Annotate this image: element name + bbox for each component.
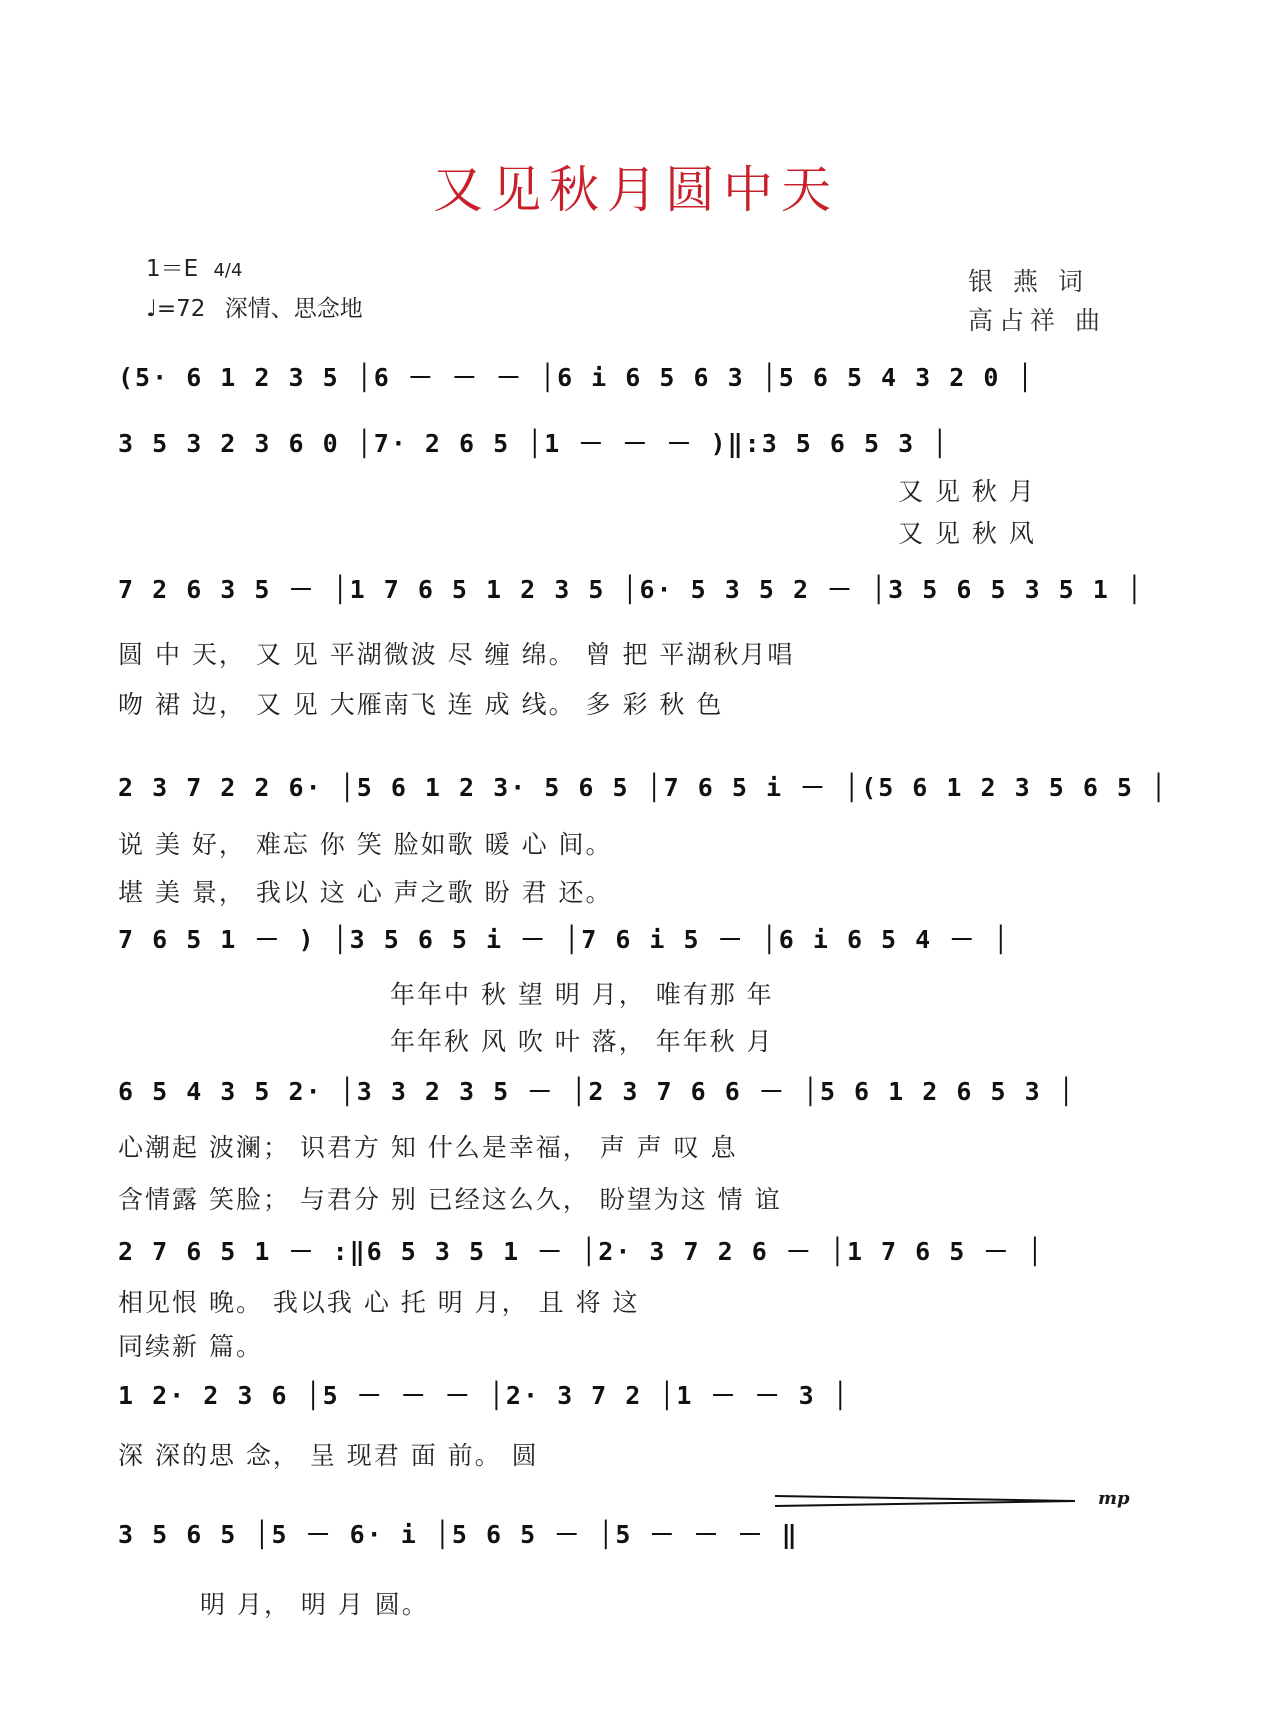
lyric-row: 说 美 好， 难忘 你 笑 脸如歌 暖 心 间。	[118, 830, 613, 859]
notation-row: 2 3 7 2 2 6· │5 6 1 2 3· 5 6 5 │7 6 5 i － │(5 6 1 2 3 5 6 5 │	[118, 773, 1169, 802]
notation-row: 2 7 6 5 1 － :‖6 5 3 5 1 － │2· 3 7 2 6 － │1 7 6 5 － │	[118, 1237, 1045, 1266]
notation-row: 1 2· 2 3 6 │5 － － － │2· 3 7 2 │1 － － 3 │	[118, 1381, 850, 1410]
lyric-row: 又 见 秋 风	[898, 519, 1036, 548]
notation-row: (5· 6 1 2 3 5 │6 － － － │6 i 6 5 6 3 │5 6 5 4 3 2 0 │	[118, 363, 1035, 392]
notation-row: 7 6 5 1 － ) │3 5 6 5 i － │7 6 i 5 － │6 i 6 5 4 － │	[118, 925, 1011, 954]
lyricist-credit: 银 燕 词	[968, 267, 1089, 296]
crescendo-hairpin	[775, 1493, 1085, 1509]
tempo-mark: ♩=72	[146, 296, 206, 322]
lyric-row: 含情露 笑脸； 与君分 别 已经这么久， 盼望为这 情 谊	[118, 1185, 782, 1214]
lyric-row: 明 月， 明 月 圆。	[200, 1590, 429, 1619]
lyric-row: 又 见 秋 月	[898, 477, 1036, 506]
dynamic-mark: mp	[1098, 1488, 1130, 1509]
lyric-row: 年年秋 风 吹 叶 落， 年年秋 月	[390, 1027, 774, 1056]
notation-row: 6 5 4 3 5 2· │3 3 2 3 5 － │2 3 7 6 6 － │5 6 1 2 6 5 3 │	[118, 1077, 1076, 1106]
lyric-row: 同续新 篇。	[118, 1332, 263, 1361]
lyric-row: 圆 中 天， 又 见 平湖微波 尽 缠 绵。 曾 把 平湖秋月唱	[118, 640, 795, 669]
key-label: 1＝E	[146, 256, 199, 282]
lyric-row: 堪 美 景， 我以 这 心 声之歌 盼 君 还。	[118, 878, 613, 907]
lyric-row: 年年中 秋 望 明 月， 唯有那 年	[390, 980, 774, 1009]
expression-text: 深情、思念地	[224, 296, 363, 322]
notation-row: 3 5 6 5 │5 － 6· i │5 6 5 － │5 － － － ‖	[118, 1520, 799, 1549]
tempo-line	[146, 290, 363, 323]
lyric-row: 心潮起 波澜； 识君方 知 什么是幸福， 声 声 叹 息	[118, 1133, 738, 1162]
lyric-row: 深 深的思 念， 呈 现君 面 前。 圆	[118, 1441, 539, 1470]
notation-row: 3 5 3 2 3 6 0 │7· 2 6 5 │1 － － － )‖:3 5 6 5 3 │	[118, 429, 950, 458]
key-signature	[146, 250, 242, 283]
composer-credit: 高占祥 曲	[968, 306, 1106, 335]
time-signature: 4/4	[213, 260, 243, 281]
lyric-row: 吻 裙 边， 又 见 大雁南飞 连 成 线。 多 彩 秋 色	[118, 690, 724, 719]
lyric-row: 相见恨 晚。 我以我 心 托 明 月， 且 将 这	[118, 1288, 640, 1317]
song-title: 又见秋月圆中天	[433, 161, 839, 219]
notation-row: 7 2 6 3 5 － │1 7 6 5 1 2 3 5 │6· 5 3 5 2 － │3 5 6 5 3 5 1 │	[118, 575, 1144, 604]
